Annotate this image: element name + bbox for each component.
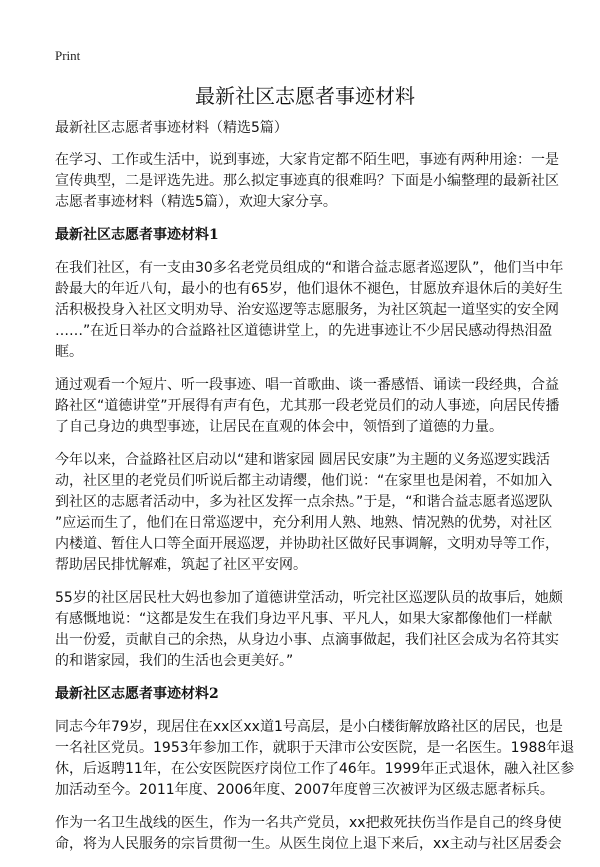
text-line: 通过观看一个短片、听一段事迹、唱一首歌曲、谈一番感悟、诵读一段经典，合益 [55, 377, 559, 393]
text-line: 出一份爱，贡献自己的余热，从身边小事、点滴事做起，我们社区会成为名符其实 [55, 632, 559, 648]
text-line: 帮助居民排忧解难，筑起了社区平安网。 [55, 557, 307, 573]
body-paragraph [55, 813, 562, 855]
document-subtitle: 最新社区志愿者事迹材料（精选5篇） [55, 120, 288, 136]
intro-paragraph [55, 150, 559, 213]
text-line: 活积极投身入社区文明劝导、治安巡逻等志愿服务，为社区筑起一道坚实的安全网 [55, 302, 559, 318]
text-line: 的和谐家园，我们的生活也会更美好。” [55, 653, 294, 669]
body-paragraph [55, 375, 560, 438]
body-paragraph [55, 258, 564, 363]
text-line: 在学习、工作或生活中，说到事迹，大家肯定都不陌生吧，事迹有两种用途：一是 [55, 152, 559, 168]
text-line: 同志今年79岁，现居住在xx区xx道1号高层，是小白楼街解放路社区的居民，也是 [55, 719, 563, 735]
text-line: 作为一名卫生战线的医生，作为一名共产党员，xx把救死扶伤当作是自己的终身使 [55, 815, 562, 831]
text-line: 宣传典型，二是评选先进。那么拟定事迹真的很难吗？下面是小编整理的最新社区 [55, 173, 559, 189]
sections [55, 225, 575, 855]
text-line: 有感慨地说：“这都是发生在我们身边平凡事、平凡人，如果大家都像他们一样献 [55, 611, 553, 627]
text-line: 动，社区里的老党员们听说后都主动请缨，他们说：“在家里也是闲着，不如加入 [55, 473, 553, 489]
body-paragraph [55, 717, 575, 801]
text-line: 一名社区党员。1953年参加工作，就职于天津市公安医院，是一名医生。1988年退 [55, 740, 575, 756]
text-line: 路社区“道德讲堂”开展得有声有色，尤其那一段老党员们的动人事迹，向居民传播 [55, 398, 560, 414]
text-line: 内楼道、暂住人口等全面开展巡逻，并协助社区做好民事调解，文明劝导等工作， [55, 536, 559, 552]
section-heading: 最新社区志愿者事迹材料2 [55, 686, 219, 702]
text-line: 到社区的志愿者活动中，多为社区发挥一点余热。”于是，“和谐合益志愿者巡逻队 [55, 494, 553, 510]
text-line: 命，将为人民服务的宗旨贯彻一生。从医生岗位上退下来后，xx主动与社区居委会 [55, 836, 562, 852]
text-line: 眶。 [55, 344, 83, 360]
document-page [55, 46, 575, 867]
text-line: 在我们社区，有一支由30多名老党员组成的“和谐合益志愿者巡逻队”，他们当中年 [55, 260, 564, 276]
text-line: 休，后返聘11年，在公安医院医疗岗位工作了46年。1999年正式退休，融入社区参 [55, 761, 575, 777]
text-line: 今年以来，合益路社区启动以“建和谐家园 圆居民安康”为主题的义务巡逻实践活 [55, 452, 550, 468]
print-label[interactable]: Print [55, 48, 81, 63]
text-line: ”应运而生了，他们在日常巡逻中，充分利用人熟、地熟、情况熟的优势，对社区 [55, 515, 553, 531]
section-heading: 最新社区志愿者事迹材料1 [55, 227, 219, 243]
body-paragraph [55, 450, 559, 576]
text-line: 志愿者事迹材料（精选5篇），欢迎大家分享。 [55, 194, 337, 210]
document-title: 最新社区志愿者事迹材料 [195, 84, 415, 108]
text-line: 加活动至今。2011年度、2006年度、2007年度曾三次被评为区级志愿者标兵。 [55, 782, 554, 798]
text-line: 龄最大的年近八旬，最小的也有65岁，他们退休不褪色，甘愿放弃退休后的美好生 [55, 281, 563, 297]
text-line: ……”在近日举办的合益路社区道德讲堂上，的先进事迹让不少居民感动得热泪盈 [55, 323, 553, 339]
text-line: 了自己身边的典型事迹，让居民在直观的体会中，领悟到了道德的力量。 [55, 419, 503, 435]
body-paragraph [55, 588, 563, 672]
text-line: 55岁的社区居民杜大妈也参加了道德讲堂活动，听完社区巡逻队员的故事后，她颇 [55, 590, 563, 606]
